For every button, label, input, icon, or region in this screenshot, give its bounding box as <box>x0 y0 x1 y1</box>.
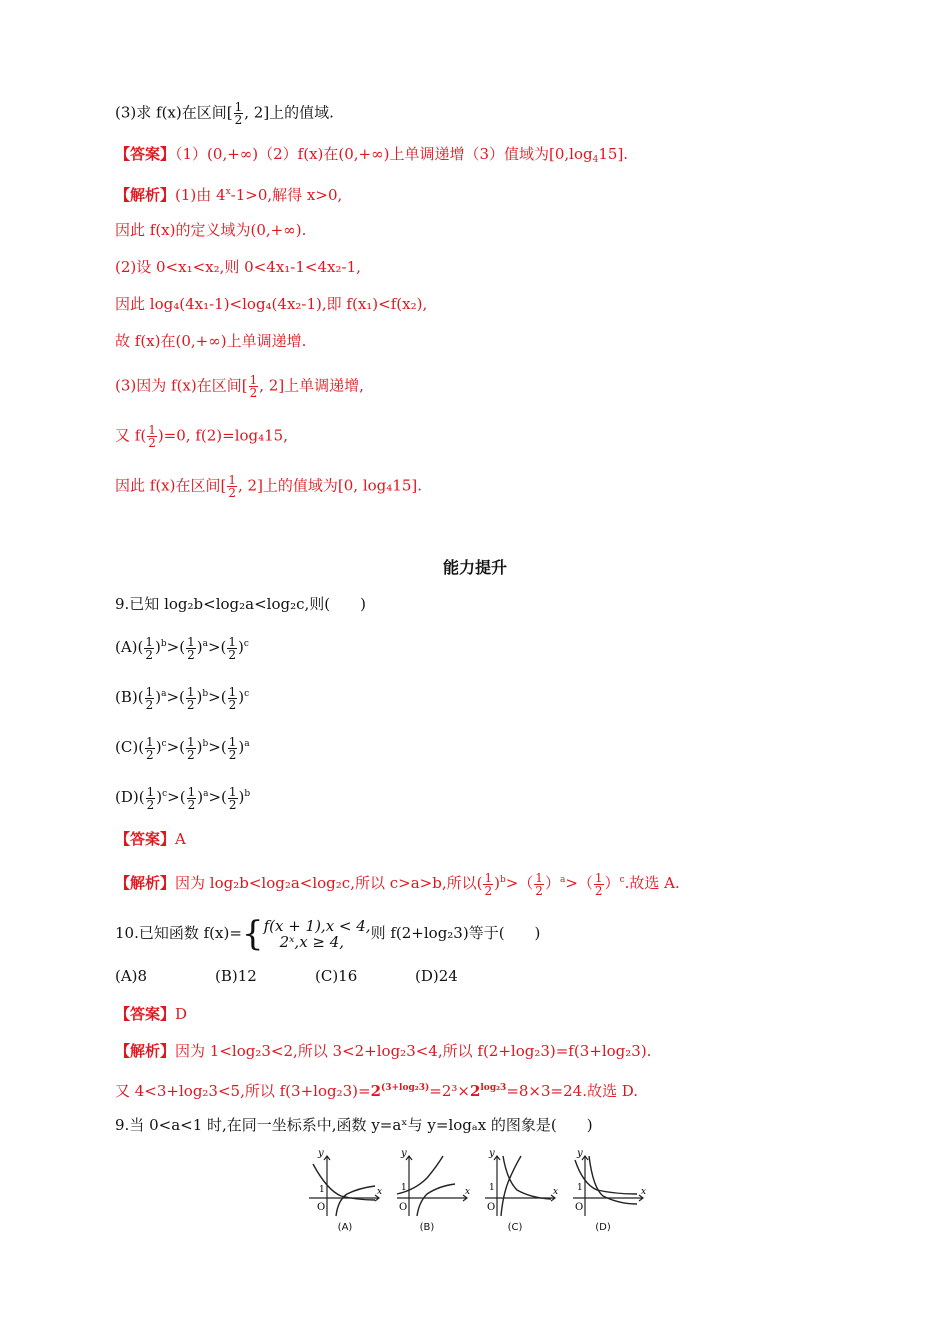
graph-d-one: 1 <box>577 1183 583 1193</box>
graph-b-svg <box>393 1150 473 1220</box>
graph-c-svg <box>481 1150 561 1220</box>
q9-option-a: (A)( $\frac{1}{2}$ )$^b$>( $\frac{1}{2}$ )$^a$>( $\frac{1}{2}$ )$^c$ <box>115 634 249 662</box>
graph-d-label: (D) <box>595 1222 611 1233</box>
graph-d <box>569 1150 649 1240</box>
q9-option-b: (B)( $\frac{1}{2}$ )$^a$>( $\frac{1}{2}$ )$^b$>( $\frac{1}{2}$ )$^c$ <box>115 684 250 712</box>
graph-a-label: (A) <box>337 1222 353 1233</box>
graph-a-origin: O <box>317 1202 326 1213</box>
q8-answer: 【答案】（1）(0,+∞)（2）f(x)在(0,+∞)上单调递增（3）值域为$[0,\log_415]$. <box>115 145 629 165</box>
q8-analysis-line4: 因此 log₄(4x₁-1)<log₄(4x₂-1),即 f(x₁)<f(x₂), <box>115 295 428 313</box>
graph-a-svg <box>305 1150 385 1220</box>
q10-option-d: (D)24 <box>415 967 458 985</box>
q9-option-c: (C)( $\frac{1}{2}$ )$^c$>( $\frac{1}{2}$ )$^b$>( $\frac{1}{2}$ )$^a$ <box>115 734 250 762</box>
piece-2: 2ˣ,x ≥ 4, <box>279 933 345 951</box>
graph-b-x-label: x <box>465 1187 471 1197</box>
graph-a <box>305 1150 385 1240</box>
graph-b-label: (B) <box>419 1222 435 1233</box>
q9-option-d: (D)( $\frac{1}{2}$ )$^c$>( $\frac{1}{2}$ )$^a$>( $\frac{1}{2}$ )$^b$ <box>115 784 251 812</box>
graph-c-y-label: y <box>489 1150 495 1159</box>
graph-c-x-label: x <box>553 1187 559 1197</box>
q8-analysis-line2: 因此 f(x)的定义域为(0,+∞). <box>115 221 307 239</box>
q8-analysis-line5: 故 f(x)在(0,+∞)上单调递增. <box>115 332 307 350</box>
q10-answer: 【答案】D <box>115 1005 188 1023</box>
q8-analysis-line1: 【解析】(1)由 $4^x-1>0$,解得 x>0, <box>115 186 343 204</box>
graph-d-svg <box>569 1150 649 1220</box>
q10-option-b: (B)12 <box>215 967 257 985</box>
q8-analysis-line3: (2)设 0<x₁<x₂,则 0<4x₁-1<4x₂-1, <box>115 258 361 276</box>
graph-c <box>481 1150 561 1240</box>
q10-analysis-line1: 【解析】因为 1<log₂3<2,所以 3<2+log₂3<4,所以 f(2+log₂3)=f(3+log₂3). <box>115 1042 652 1060</box>
graph-b-origin: O <box>399 1202 408 1213</box>
q10-option-a: (A)8 <box>115 967 148 985</box>
graph-c-one: 1 <box>489 1183 495 1193</box>
q8-analysis-line7: 又 f( $\frac{1}{2}$ )=0, f(2)=log₄15, <box>115 423 288 450</box>
q9-answer: 【答案】A <box>115 830 186 848</box>
graph-a-x-label: x <box>377 1187 383 1197</box>
q8-part3: (3)求 f(x)在区间[ $\frac{1}{2}$ , 2]上的值域. <box>115 100 334 127</box>
q9-stem: 9.已知 log₂b<log₂a<log₂c,则( ) <box>115 595 366 613</box>
graph-d-origin: O <box>575 1202 584 1213</box>
q10-analysis-line2: 又 4<3+log₂3<5,所以 $f(3+\log_23)=2^{(3+log_23)}=2^3\times 2^{log_23}=8\times 3=24$.故选 D. <box>115 1082 638 1100</box>
q8-analysis-line6: (3)因为 f(x)在区间[ $\frac{1}{2}$ , 2]上单调递增, <box>115 373 364 400</box>
q9b-stem: 9.当 0<a<1 时,在同一坐标系中,函数 y=aˣ与 y=logₐx 的图象是( ) <box>115 1116 593 1134</box>
graph-b-one: 1 <box>401 1183 407 1193</box>
graph-b-y-label: y <box>401 1150 407 1159</box>
q10-options <box>115 966 515 986</box>
graph-d-y-label: y <box>577 1150 583 1159</box>
q10-option-c: (C)16 <box>315 967 358 985</box>
graph-c-origin: O <box>487 1202 496 1213</box>
graph-d-x-label: x <box>641 1187 647 1197</box>
graph-c-label: (C) <box>507 1222 523 1233</box>
piece-1: f(x + 1),x < 4, <box>263 917 371 935</box>
fraction-half: $\frac{1}{2}$ <box>234 100 243 127</box>
graph-b <box>393 1150 473 1240</box>
graph-a-one: 1 <box>319 1185 325 1195</box>
q8-analysis-line8: 因此 f(x)在区间[ $\frac{1}{2}$ , 2]上的值域为[0, log₄15]. <box>115 473 422 500</box>
graph-options <box>305 1150 645 1240</box>
section-heading: 能力提升 <box>442 558 507 577</box>
graph-a-y-label: y <box>318 1150 324 1159</box>
q10-stem: 10.已知函数 f(x)={ f(x + 1),x < 4, 2ˣ,x ≥ 4, 则 f(2+log₂3)等于( ) <box>115 914 541 954</box>
q9-analysis: 【解析】因为 log₂b<log₂a<log₂c,所以 c>a>b,所以( $\frac{1}{2}$ )$^b$>（ $\frac{1}{2}$ ）$^a$>（ $\frac{1}{2}$ ）$^c$.故选 A. <box>115 870 680 898</box>
